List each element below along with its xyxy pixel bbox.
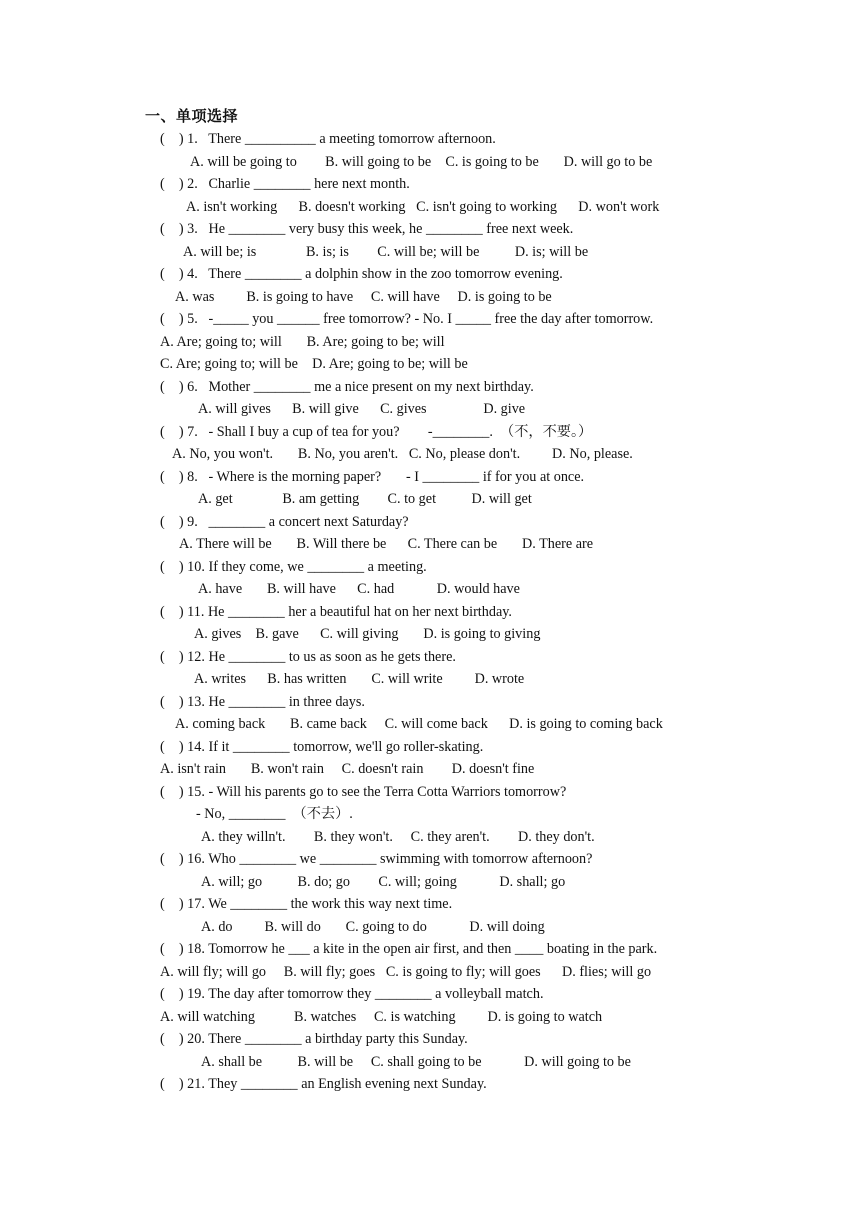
question-stem: ( ) 4. There ________ a dolphin show in the zoo tomorrow evening. [160, 266, 563, 282]
answer-options: A. do B. will do C. going to do D. will doing [201, 918, 545, 935]
question-stem: ( ) 7. - Shall I buy a cup of tea for you? -________. （不，不要。） [160, 423, 593, 440]
question-stem: ( ) 14. If it ________ tomorrow, we'll go roller-skating. [160, 738, 484, 755]
answer-options: - No, ________ （不去）. [196, 806, 353, 822]
question-stem: ( ) 11. He ________ her a beautiful hat on her next birthday. [160, 603, 512, 620]
answer-options: A. No, you won't. B. No, you aren't. C. No, please don't. D. No, please. [172, 446, 633, 462]
question-stem: ( ) 17. We ________ the work this way next time. [160, 896, 453, 912]
answer-options: A. isn't rain B. won't rain C. doesn't rain D. doesn't fine [160, 761, 535, 777]
question-stem: ( ) 13. He ________ in three days. [160, 693, 365, 710]
answer-options: A. shall be B. will be C. shall going to be D. will going to be [201, 1053, 631, 1070]
answer-options: A. There will be B. Will there be C. There can be D. There are [179, 536, 594, 552]
question-stem: ( ) 10. If they come, we ________ a meeting. [160, 558, 427, 575]
answer-options: A. was B. is going to have C. will have D. is going to be [175, 288, 552, 305]
answer-options: A. isn't working B. doesn't working C. isn't going to working D. won't work [186, 198, 660, 215]
answer-options: A. will be going to B. will going to be C. is going to be D. will go to be [190, 153, 653, 170]
question-stem: ( ) 15. - Will his parents go to see the Terra Cotta Warriors tomorrow? [160, 783, 567, 800]
question-stem: ( ) 5. -_____ you ______ free tomorrow? - No. I _____ free the day after tomorrow. [160, 311, 654, 327]
answer-options: A. will; go B. do; go C. will; going D. shall; go [201, 873, 566, 890]
question-stem: ( ) 6. Mother ________ me a nice present on my next birthday. [160, 378, 534, 395]
question-stem: ( ) 1. There __________ a meeting tomorrow afternoon. [160, 131, 496, 147]
question-stem: ( ) 19. The day after tomorrow they ________ a volleyball match. [160, 986, 544, 1002]
question-stem: ( ) 12. He ________ to us as soon as he gets there. [160, 648, 456, 665]
answer-options: A. they willn't. B. they won't. C. they aren't. D. they don't. [201, 828, 595, 845]
answer-options: A. Are; going to; will B. Are; going to be; will [160, 333, 445, 350]
question-stem: ( ) 21. They ________ an English evening next Sunday. [160, 1076, 487, 1092]
answer-options: A. will gives B. will give C. gives D. give [198, 401, 526, 417]
answer-options: A. coming back B. came back C. will come back D. is going to coming back [175, 716, 663, 732]
answer-options: A. get B. am getting C. to get D. will get [198, 491, 532, 507]
answer-options: C. Are; going to; will be D. Are; going to be; will be [160, 356, 468, 372]
question-stem: ( ) 20. There ________ a birthday party this Sunday. [160, 1031, 468, 1047]
answer-options: A. have B. will have C. had D. would have [198, 581, 520, 597]
section-title: 一、单项选择 [145, 107, 239, 125]
question-stem: ( ) 9. ________ a concert next Saturday? [160, 513, 409, 530]
question-stem: ( ) 18. Tomorrow he ___ a kite in the open air first, and then ____ boating in the park. [160, 941, 658, 957]
question-stem: ( ) 3. He ________ very busy this week, he ________ free next week. [160, 221, 574, 237]
answer-options: A. gives B. gave C. will giving D. is going to giving [194, 626, 541, 642]
question-stem: ( ) 8. - Where is the morning paper? - I ________ if for you at once. [160, 468, 585, 485]
answer-options: A. will fly; will go B. will fly; goes C. is going to fly; will goes D. flies; will go [160, 963, 652, 980]
answer-options: A. will watching B. watches C. is watching D. is going to watch [160, 1008, 603, 1025]
question-stem: ( ) 2. Charlie ________ here next month. [160, 176, 410, 192]
answer-options: A. will be; is B. is; is C. will be; will be D. is; will be [183, 243, 589, 260]
question-stem: ( ) 16. Who ________ we ________ swimming with tomorrow afternoon? [160, 851, 593, 867]
answer-options: A. writes B. has written C. will write D. wrote [194, 671, 525, 687]
